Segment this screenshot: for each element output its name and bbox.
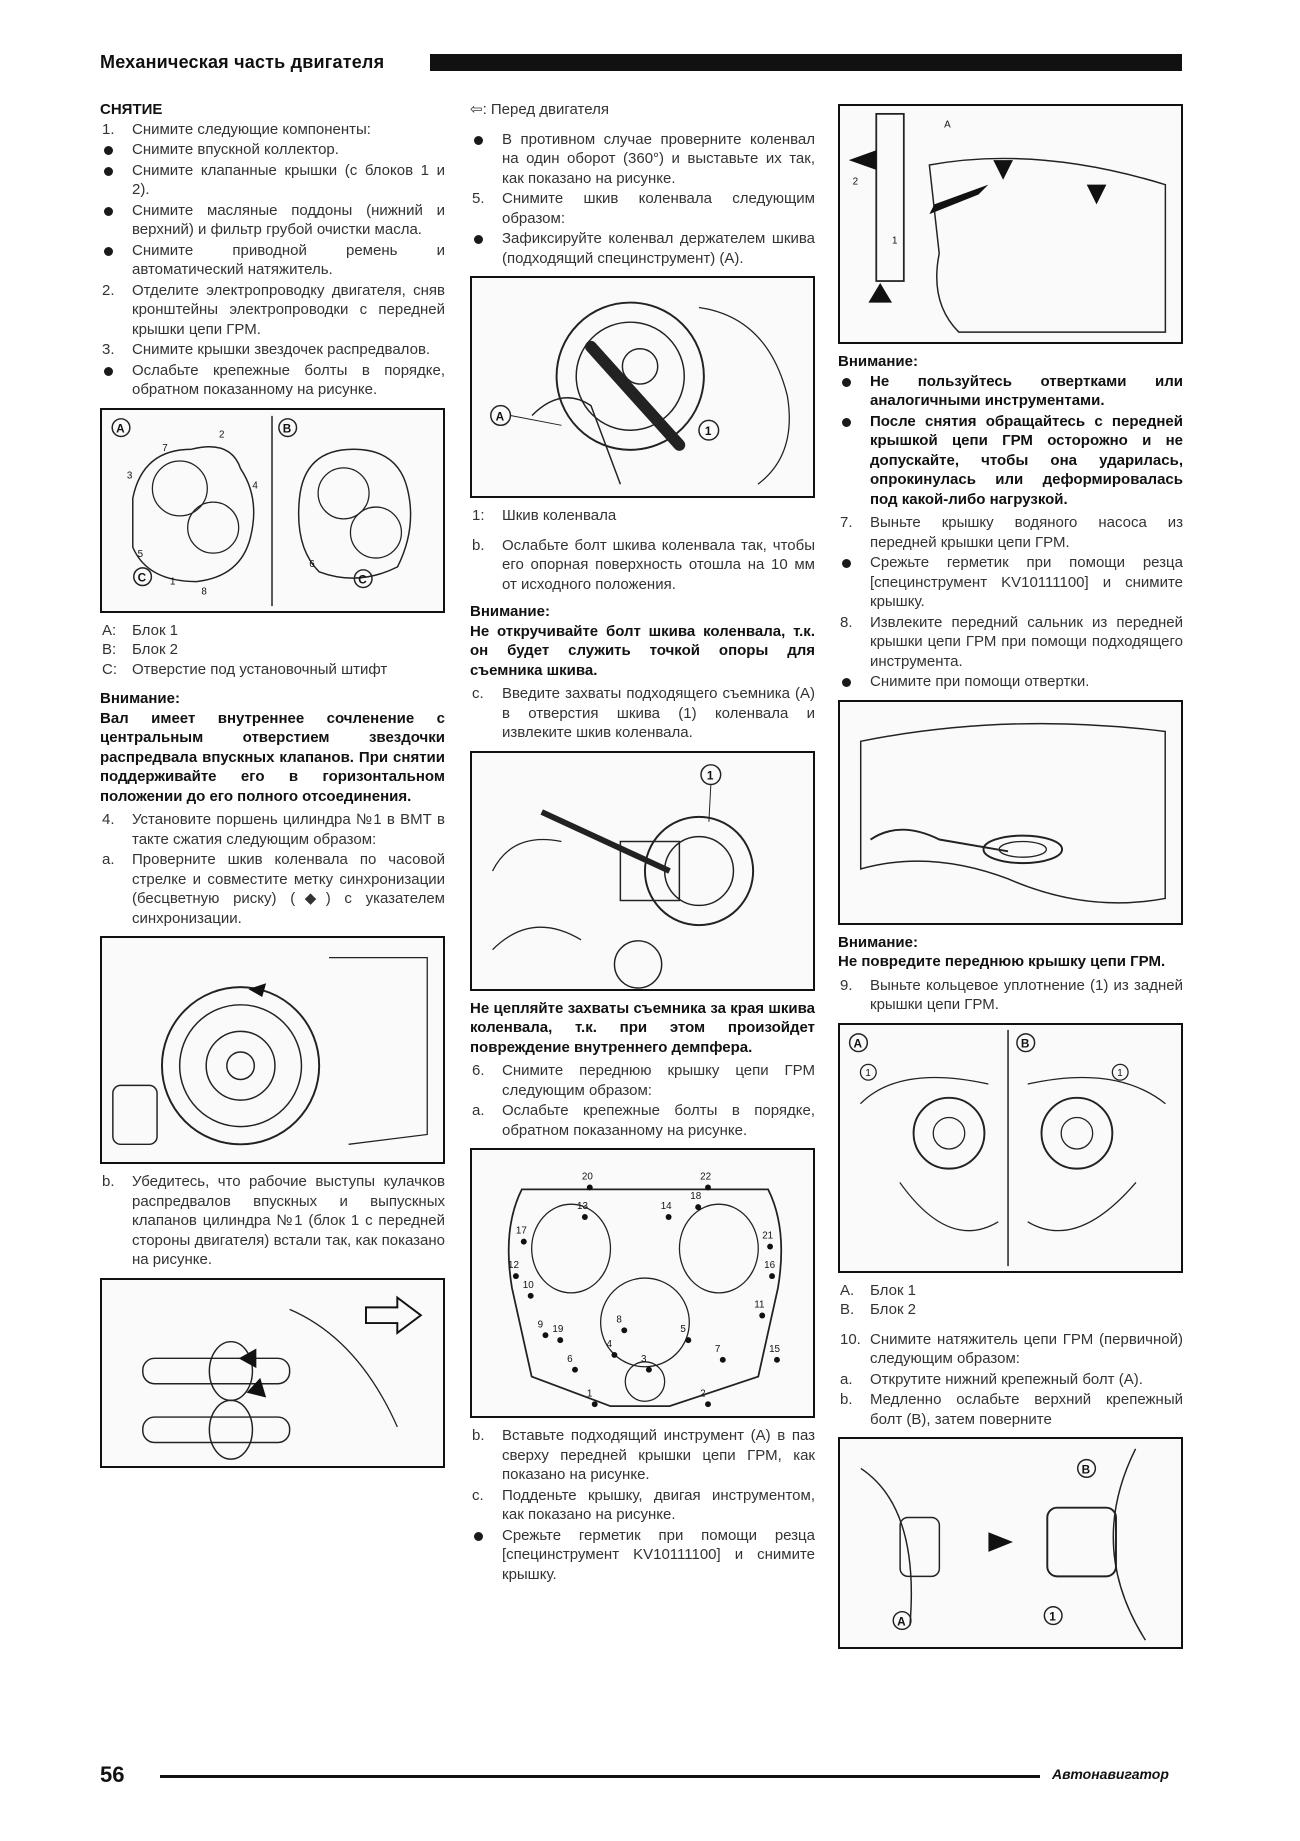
legend-item bbox=[100, 660, 445, 680]
fig7-label-1: 1 bbox=[1049, 1610, 1056, 1624]
bolt-dot bbox=[769, 1273, 775, 1279]
bolt-number: 1 bbox=[586, 1388, 593, 1400]
col2-legend bbox=[470, 506, 815, 526]
legend-item bbox=[470, 506, 815, 526]
fig6-label-b: B bbox=[1020, 1036, 1030, 1051]
bolt-dot bbox=[543, 1332, 549, 1338]
bolt-dot bbox=[685, 1337, 691, 1343]
list-item bbox=[838, 372, 1183, 411]
item-text: Не пользуйтесь отвертками или аналогичными инструментами. bbox=[870, 372, 1183, 409]
list-item bbox=[470, 130, 815, 189]
list-item bbox=[100, 201, 445, 240]
item-marker: b. bbox=[472, 1427, 485, 1444]
bullet-marker bbox=[842, 418, 851, 427]
figure-rear-cover-oring bbox=[838, 1023, 1183, 1273]
fig4-bolt-labels bbox=[508, 1172, 781, 1408]
item-text: Медленно ослабьте верхний крепежный болт (B), затем поверните bbox=[870, 1391, 1183, 1428]
fig7-label-a: A bbox=[897, 1615, 906, 1629]
page-header bbox=[100, 52, 1182, 74]
bolt-dot bbox=[646, 1367, 652, 1373]
fig1-num-2: 2 bbox=[219, 428, 225, 440]
item-marker: a. bbox=[472, 1102, 485, 1119]
legend-item bbox=[100, 640, 445, 660]
fig2-label-a: A bbox=[495, 410, 505, 424]
fig5-label-1: 1 bbox=[892, 235, 898, 247]
item-marker: 6. bbox=[472, 1062, 485, 1079]
section-title: СНЯТИЕ bbox=[100, 101, 163, 118]
figure-front-seal bbox=[838, 700, 1183, 925]
bolt-dot bbox=[582, 1214, 588, 1220]
bullet-marker bbox=[474, 235, 483, 244]
col1-warning-title: Внимание: bbox=[100, 690, 180, 707]
item-text: Шкив коленвала bbox=[502, 507, 617, 524]
item-marker: B. bbox=[840, 1301, 855, 1318]
bolt-number: 10 bbox=[522, 1279, 534, 1291]
item-text: Блок 2 bbox=[132, 641, 179, 658]
bolt-number: 21 bbox=[762, 1230, 774, 1242]
item-marker: 9. bbox=[840, 976, 853, 994]
list-item bbox=[470, 1061, 815, 1100]
bolt-number: 7 bbox=[714, 1343, 721, 1355]
list-item bbox=[838, 672, 1183, 692]
item-marker: 2. bbox=[102, 281, 115, 299]
list-item bbox=[100, 810, 445, 849]
col1-list-a bbox=[100, 120, 445, 400]
item-marker: 1: bbox=[472, 507, 485, 524]
bullet-marker bbox=[474, 1532, 483, 1541]
item-text: Снимите натяжитель цепи ГРМ (первичной) следующим образом: bbox=[870, 1330, 1183, 1367]
figure-pulley-puller bbox=[470, 751, 815, 991]
fig6-label-1a: 1 bbox=[865, 1067, 871, 1079]
chain-tensioner-drawing bbox=[840, 1439, 1181, 1647]
col2-warning1-title: Внимание: bbox=[470, 603, 550, 620]
col2-list-c bbox=[470, 684, 815, 743]
bolt-number: 22 bbox=[700, 1171, 712, 1183]
bolt-number: 20 bbox=[581, 1171, 593, 1183]
bolt-dot bbox=[521, 1239, 527, 1245]
front-seal-drawing bbox=[840, 702, 1181, 923]
list-item bbox=[470, 189, 815, 228]
col1-list-b bbox=[100, 810, 445, 928]
figure-chain-tensioner bbox=[838, 1437, 1183, 1649]
item-text: Снимите переднюю крышку цепи ГРМ следующим образом: bbox=[502, 1062, 815, 1099]
list-item bbox=[838, 1330, 1183, 1369]
item-marker: b. bbox=[102, 1173, 115, 1190]
item-text: Снимите крышки звездочек распредвалов. bbox=[132, 341, 431, 358]
item-marker: 5. bbox=[472, 190, 485, 207]
item-text: Срежьте герметик при помощи резца [специнструмент KV10111100] и снимите крышку. bbox=[502, 1526, 815, 1583]
legend-item bbox=[838, 1281, 1183, 1301]
list-item bbox=[100, 340, 445, 360]
list-item bbox=[838, 513, 1183, 552]
bullet-marker bbox=[474, 136, 483, 145]
item-text: Снимите при помощи отвертки. bbox=[870, 673, 1090, 690]
list-item bbox=[838, 1370, 1183, 1390]
figure-front-cover-bolts bbox=[470, 1148, 815, 1418]
col3-list-b bbox=[838, 976, 1183, 1015]
fig6-label-1b: 1 bbox=[1117, 1067, 1123, 1079]
fig1-label-b: B bbox=[282, 422, 292, 436]
item-marker: c. bbox=[472, 685, 484, 702]
list-item bbox=[470, 536, 815, 595]
bolt-dot bbox=[572, 1367, 578, 1373]
fig2-label-1: 1 bbox=[704, 425, 712, 439]
fig5-label-2: 2 bbox=[852, 176, 859, 188]
item-text: Снимите приводной ремень и автоматический натяжитель. bbox=[132, 241, 445, 278]
page-number: 56 bbox=[100, 1762, 125, 1787]
col2-arrow-note: ⇦: Перед двигателя bbox=[470, 101, 609, 118]
bullet-marker bbox=[104, 167, 113, 176]
item-text: Выньте кольцевое уплотнение (1) из задней крышки цепи ГРМ. bbox=[870, 976, 1183, 1013]
col3-warning1-title: Внимание: bbox=[838, 353, 918, 370]
list-item bbox=[100, 241, 445, 280]
figure-cover-removal bbox=[838, 104, 1183, 344]
item-marker: B: bbox=[102, 641, 117, 658]
list-item bbox=[838, 976, 1183, 1015]
list-item bbox=[100, 281, 445, 340]
item-marker: b. bbox=[840, 1391, 853, 1408]
rear-cover-oring-drawing bbox=[840, 1025, 1181, 1271]
list-item bbox=[838, 1390, 1183, 1429]
item-marker: b. bbox=[472, 536, 485, 554]
front-cover-bolts-drawing bbox=[472, 1150, 813, 1416]
list-item bbox=[100, 1172, 445, 1270]
item-text: Вставьте подходящий инструмент (A) в паз сверху передней крышки цепи ГРМ, как показано на рисунке. bbox=[502, 1427, 815, 1483]
col3-warning1-list bbox=[838, 372, 1183, 510]
fig1-label-c2: C bbox=[358, 573, 367, 587]
legend-item bbox=[838, 1300, 1183, 1320]
col3-warning2-title: Внимание: bbox=[838, 933, 918, 951]
bolt-dot bbox=[695, 1204, 701, 1210]
list-item bbox=[100, 361, 445, 400]
list-item bbox=[470, 229, 815, 268]
bolt-dot bbox=[557, 1337, 563, 1343]
bolt-number: 18 bbox=[690, 1191, 702, 1203]
fig1-label-a: A bbox=[116, 422, 125, 436]
bolt-dot bbox=[705, 1401, 711, 1407]
bullet-marker bbox=[104, 146, 113, 155]
item-text: Зафиксируйте коленвал держателем шкива (подходящий специнструмент) (A). bbox=[502, 230, 815, 267]
bolt-dot bbox=[611, 1352, 617, 1358]
bolt-number: 5 bbox=[680, 1324, 686, 1336]
bolt-number: 4 bbox=[606, 1339, 613, 1351]
list-item bbox=[100, 140, 445, 160]
column-2 bbox=[470, 100, 815, 1585]
list-item bbox=[470, 1526, 815, 1585]
camshaft-lobes-drawing bbox=[102, 1280, 443, 1466]
bolt-number: 15 bbox=[769, 1343, 781, 1355]
item-marker: 1. bbox=[102, 120, 115, 138]
item-marker: a. bbox=[840, 1370, 853, 1388]
item-text: В противном случае проверните коленвал на один оборот (360°) и выставьте их так, как показано на рисунке. bbox=[502, 130, 815, 187]
bolt-number: 2 bbox=[700, 1388, 706, 1400]
item-text: Подденьте крышку, двигая инструментом, как показано на рисунке. bbox=[502, 1486, 815, 1523]
item-marker: A. bbox=[840, 1281, 855, 1299]
fig5-label-a: A bbox=[944, 119, 951, 131]
col2-list-a bbox=[470, 130, 815, 269]
list-item bbox=[100, 850, 445, 928]
footer-rule bbox=[160, 1775, 1040, 1778]
bolt-dot bbox=[528, 1293, 534, 1299]
figure-camshaft-lobes bbox=[100, 1278, 445, 1468]
bullet-marker bbox=[104, 207, 113, 216]
item-text: Открутите нижний крепежный болт (A). bbox=[870, 1370, 1143, 1388]
bolt-number: 13 bbox=[576, 1201, 588, 1213]
item-marker: A: bbox=[102, 621, 117, 639]
bullet-marker bbox=[104, 247, 113, 256]
camshaft-covers-drawing bbox=[102, 410, 443, 611]
bolt-dot bbox=[592, 1401, 598, 1407]
column-1 bbox=[100, 100, 445, 1476]
page-title: Механическая часть двигателя bbox=[100, 52, 385, 72]
bolt-dot bbox=[587, 1184, 593, 1190]
item-text: Снимите клапанные крышки (с блоков 1 и 2). bbox=[132, 161, 445, 198]
pulley-puller-drawing bbox=[472, 753, 813, 989]
pulley-holder-drawing bbox=[472, 278, 813, 496]
fig6-label-a: A bbox=[853, 1036, 863, 1051]
col2-warning2-text: Не цепляйте захваты съемника за края шкива коленвала, т.к. при этом произойдет повреждение внутреннего демпфера. bbox=[470, 999, 815, 1056]
item-text: Блок 2 bbox=[870, 1301, 917, 1318]
bolt-number: 19 bbox=[552, 1324, 564, 1336]
col2-list-e bbox=[470, 1426, 815, 1584]
item-marker: a. bbox=[102, 851, 115, 868]
bolt-number: 12 bbox=[508, 1260, 519, 1272]
col3-warning2-text: Не повредите переднюю крышку цепи ГРМ. bbox=[838, 953, 1166, 970]
item-text: Введите захваты подходящего съемника (A) в отверстия шкива (1) коленвала и извлеките шкив коленвала. bbox=[502, 685, 815, 741]
figure-pulley-holder bbox=[470, 276, 815, 498]
fig3-label-1: 1 bbox=[706, 768, 714, 783]
list-item bbox=[470, 684, 815, 743]
list-item bbox=[470, 1426, 815, 1485]
col1-list-c bbox=[100, 1172, 445, 1270]
fig1-label-c1: C bbox=[137, 571, 147, 585]
item-text: Ослабьте крепежные болты в порядке, обратном показанному на рисунке. bbox=[132, 361, 445, 398]
cover-removal-drawing bbox=[840, 106, 1181, 342]
bolt-dot bbox=[513, 1273, 519, 1279]
bolt-number: 16 bbox=[764, 1260, 776, 1272]
footer-brand: Автонавигатор bbox=[1052, 1766, 1169, 1782]
bolt-number: 6 bbox=[567, 1353, 573, 1365]
bolt-dot bbox=[705, 1184, 711, 1190]
item-text: Проверните шкив коленвала по часовой стрелке и совместите метку синхронизации (бесцветную риску) (◆) с указателем синхронизации. bbox=[132, 851, 445, 927]
bolt-dot bbox=[666, 1214, 672, 1220]
item-text: Снимите шкив коленвала следующим образом: bbox=[502, 190, 815, 227]
item-text: Убедитесь, что рабочие выступы кулачков распредвалов впускных и выпускных клапанов цилиндра №1 (блок 1 с передней стороны двигателя) встали так, как показано на рисунке. bbox=[132, 1173, 445, 1268]
item-marker: C: bbox=[102, 660, 117, 678]
item-text: Ослабьте болт шкива коленвала так, чтобы его опорная поверхность отошла на 10 мм от исходного положения. bbox=[502, 536, 815, 593]
item-marker: 3. bbox=[102, 341, 115, 358]
col3-list-c bbox=[838, 1330, 1183, 1430]
list-item bbox=[838, 613, 1183, 672]
fig1-num-1: 1 bbox=[170, 576, 176, 588]
item-text: После снятия обращайтесь с передней крышкой цепи ГРМ осторожно и не допускайте, чтобы она ударилась, опрокинулась или деформировалась под какой-либо нагрузкой. bbox=[870, 412, 1183, 508]
fig1-num-4: 4 bbox=[252, 479, 258, 491]
item-text: Снимите масляные поддоны (нижний и верхний) и фильтр грубой очистки масла. bbox=[132, 201, 445, 238]
col2-list-d bbox=[470, 1061, 815, 1140]
bolt-number: 14 bbox=[660, 1201, 672, 1213]
bullet-marker bbox=[842, 559, 851, 568]
col3-legend bbox=[838, 1281, 1183, 1320]
col1-legend bbox=[100, 621, 445, 680]
bolt-number: 3 bbox=[641, 1353, 647, 1365]
bolt-dot bbox=[621, 1327, 627, 1333]
item-text: Ослабьте крепежные болты в порядке, обратном показанному на рисунке. bbox=[502, 1102, 815, 1139]
bolt-dot bbox=[774, 1357, 780, 1363]
item-marker: 7. bbox=[840, 514, 853, 531]
bullet-marker bbox=[104, 367, 113, 376]
item-text: Отверстие под установочный штифт bbox=[132, 660, 388, 678]
list-item bbox=[470, 1101, 815, 1140]
item-marker: 10. bbox=[840, 1330, 861, 1348]
col2-list-b bbox=[470, 536, 815, 595]
list-item bbox=[838, 553, 1183, 612]
col3-list-a bbox=[838, 513, 1183, 692]
fig7-label-b: B bbox=[1081, 1463, 1091, 1477]
bolt-dot bbox=[767, 1244, 773, 1250]
fig1-num-7: 7 bbox=[162, 442, 168, 454]
item-text: Извлеките передний сальник из передней крышки цепи ГРМ при помощи подходящего инструмента. bbox=[870, 613, 1183, 670]
list-item bbox=[100, 161, 445, 200]
item-text: Установите поршень цилиндра №1 в ВМТ в такте сжатия следующим образом: bbox=[132, 811, 445, 848]
item-text: Отделите электропроводку двигателя, сняв кронштейны электропроводки с передней крышки цепи ГРМ. bbox=[132, 281, 445, 338]
item-text: Снимите следующие компоненты: bbox=[132, 120, 371, 138]
col1-warning-text: Вал имеет внутреннее сочленение с центральным отверстием звездочки распредвала впускных клапанов. При снятии поддерживайте его в горизонтальном положении до его полного отсоединения. bbox=[100, 709, 445, 805]
item-text: Выньте крышку водяного насоса из передней крышки цепи ГРМ. bbox=[870, 514, 1183, 551]
bolt-number: 9 bbox=[537, 1319, 544, 1331]
figure-crank-pulley-mark bbox=[100, 936, 445, 1164]
header-bar bbox=[430, 54, 1182, 71]
crank-pulley-mark-drawing bbox=[102, 938, 443, 1162]
item-text: Блок 1 bbox=[870, 1281, 917, 1299]
bolt-number: 8 bbox=[616, 1314, 622, 1326]
legend-item bbox=[100, 621, 445, 641]
item-marker: c. bbox=[472, 1486, 484, 1504]
item-text: Снимите впускной коллектор. bbox=[132, 141, 339, 158]
item-text: Срежьте герметик при помощи резца [специнструмент KV10111100] и снимите крышку. bbox=[870, 554, 1183, 610]
bolt-number: 17 bbox=[515, 1225, 527, 1237]
item-marker: 8. bbox=[840, 613, 853, 631]
fig1-num-3: 3 bbox=[126, 470, 133, 482]
bolt-dot bbox=[720, 1357, 726, 1363]
item-text: Блок 1 bbox=[132, 621, 179, 639]
fig1-num-8: 8 bbox=[201, 585, 207, 597]
bullet-marker bbox=[842, 678, 851, 687]
item-marker: 4. bbox=[102, 811, 115, 828]
list-item bbox=[838, 412, 1183, 510]
bullet-marker bbox=[842, 378, 851, 387]
list-item bbox=[470, 1486, 815, 1525]
list-item bbox=[100, 120, 445, 140]
fig1-num-6: 6 bbox=[309, 558, 315, 570]
column-3 bbox=[838, 104, 1183, 1657]
col2-warning1-text: Не откручивайте болт шкива коленвала, т.к. он будет служить точкой опоры для съемника шкива. bbox=[470, 622, 815, 679]
bolt-number: 11 bbox=[754, 1299, 765, 1311]
bolt-dot bbox=[759, 1313, 765, 1319]
figure-camshaft-covers bbox=[100, 408, 445, 613]
fig1-num-5: 5 bbox=[137, 548, 144, 560]
